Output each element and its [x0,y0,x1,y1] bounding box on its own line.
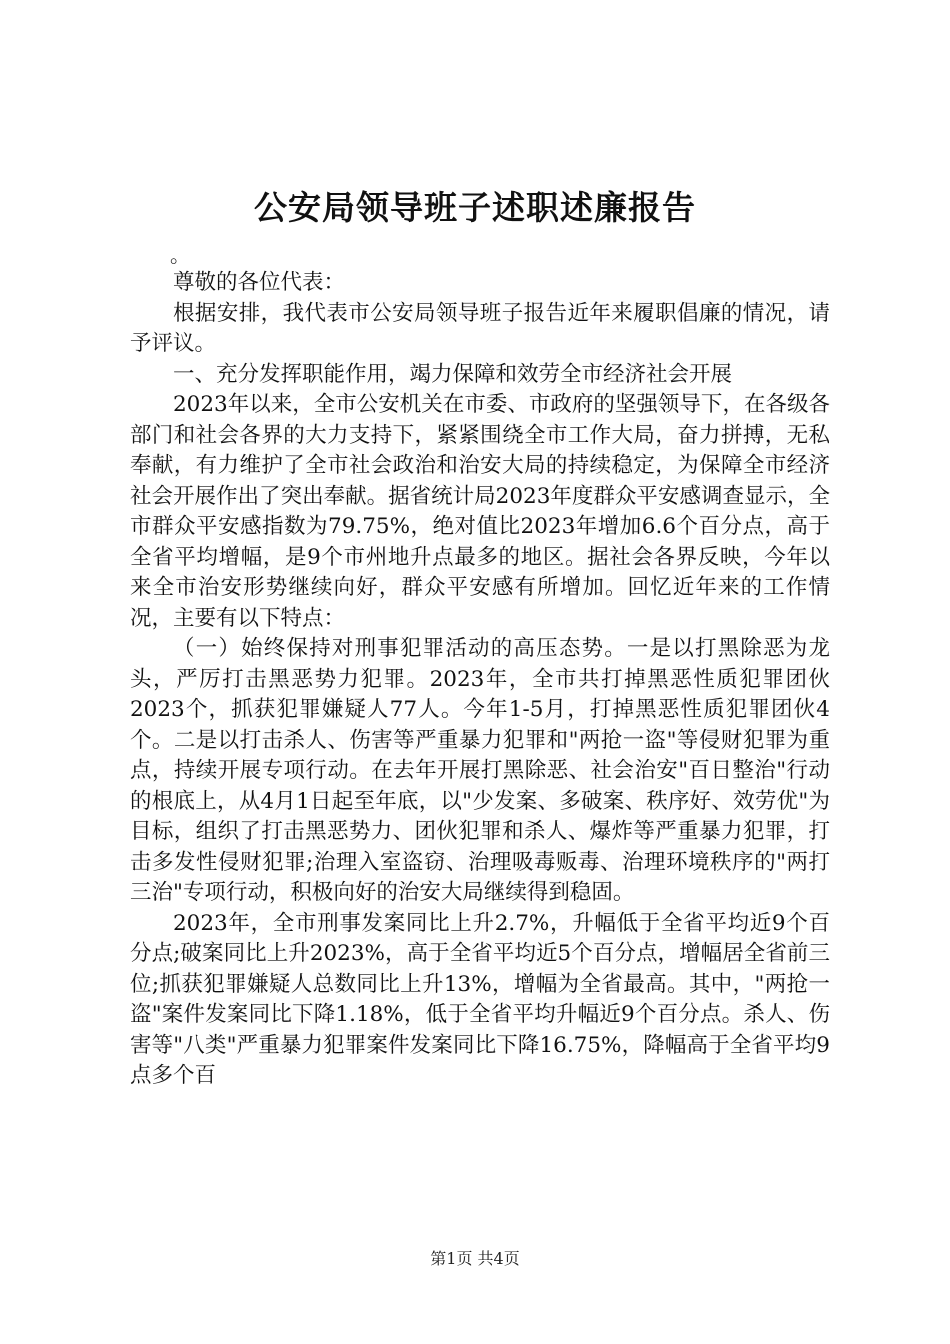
salutation: 尊敬的各位代表： [173,270,346,295]
page-number: 第1页 共4页 [430,1249,520,1268]
paragraph: 根据安排，我代表市公安局领导班子报告近年来履职倡廉的情况，请予评议。 [130,300,830,356]
paragraph-mark: 。 [170,243,190,267]
paragraph: 2023年以来，全市公安机关在市委、市政府的坚强领导下，在各级各部门和社会各界的大力支持下，紧紧围绕全市工作大局，奋力拼搏，无私奉献，有力维护了全市社会政治和治安大局的持续稳定，为保障全市经济社会开展作出了突出奉献。据省统计局2023年度群众平安感调查显示，全市群众平安感指数为79.75%，绝对值比2023年增加6.6个百分点，高于全省平均增幅，是9个市州地升点最多的地区。据社会各界反映，今年以来全市治安形势继续向好，群众平安感有所增加。回忆近年来的工作情况，主要有以下特点： [130,392,830,631]
section-heading: 一、充分发挥职能作用，竭力保障和效劳全市经济社会开展 [173,361,733,387]
paragraph: 2023年，全市刑事发案同比上升2.7%，升幅低于全省平均近9个百分点;破案同比上升2023%，高于全省平均近5个百分点，增幅居全省前三位;抓获犯罪嫌疑人总数同比上升13%，增幅为全省最高。其中，"两抢一盗"案件发案同比下降1.18%，低于全省平均升幅近9个百分点。杀人、伤害等"八类"严重暴力犯罪案件发案同比下降16.75%，降幅高于全省平均9点多个百 [130,910,830,1088]
paragraph: （一）始终保持对刑事犯罪活动的高压态势。一是以打黑除恶为龙头，严厉打击黑恶势力犯罪。2023年，全市共打掉黑恶性质犯罪团伙2023个，抓获犯罪嫌疑人77人。今年1-5月，打掉黑恶性质犯罪团伙4个。二是以打击杀人、伤害等严重暴力犯罪和"两抢一盗"等侵财犯罪为重点，持续开展专项行动。在去年开展打黑除恶、社会治安"百日整治"行动的根底上，从4月1日起至年底，以"少发案、多破案、秩序好、效劳优"为目标，组织了打击黑恶势力、团伙犯罪和杀人、爆炸等严重暴力犯罪，打击多发性侵财犯罪;治理入室盗窃、治理吸毒贩毒、治理环境秩序的"两打三治"专项行动，积极向好的治安大局继续得到稳固。 [130,636,830,905]
document-title: 公安局领导班子述职述廉报告 [254,188,696,227]
document-body [130,242,830,1092]
